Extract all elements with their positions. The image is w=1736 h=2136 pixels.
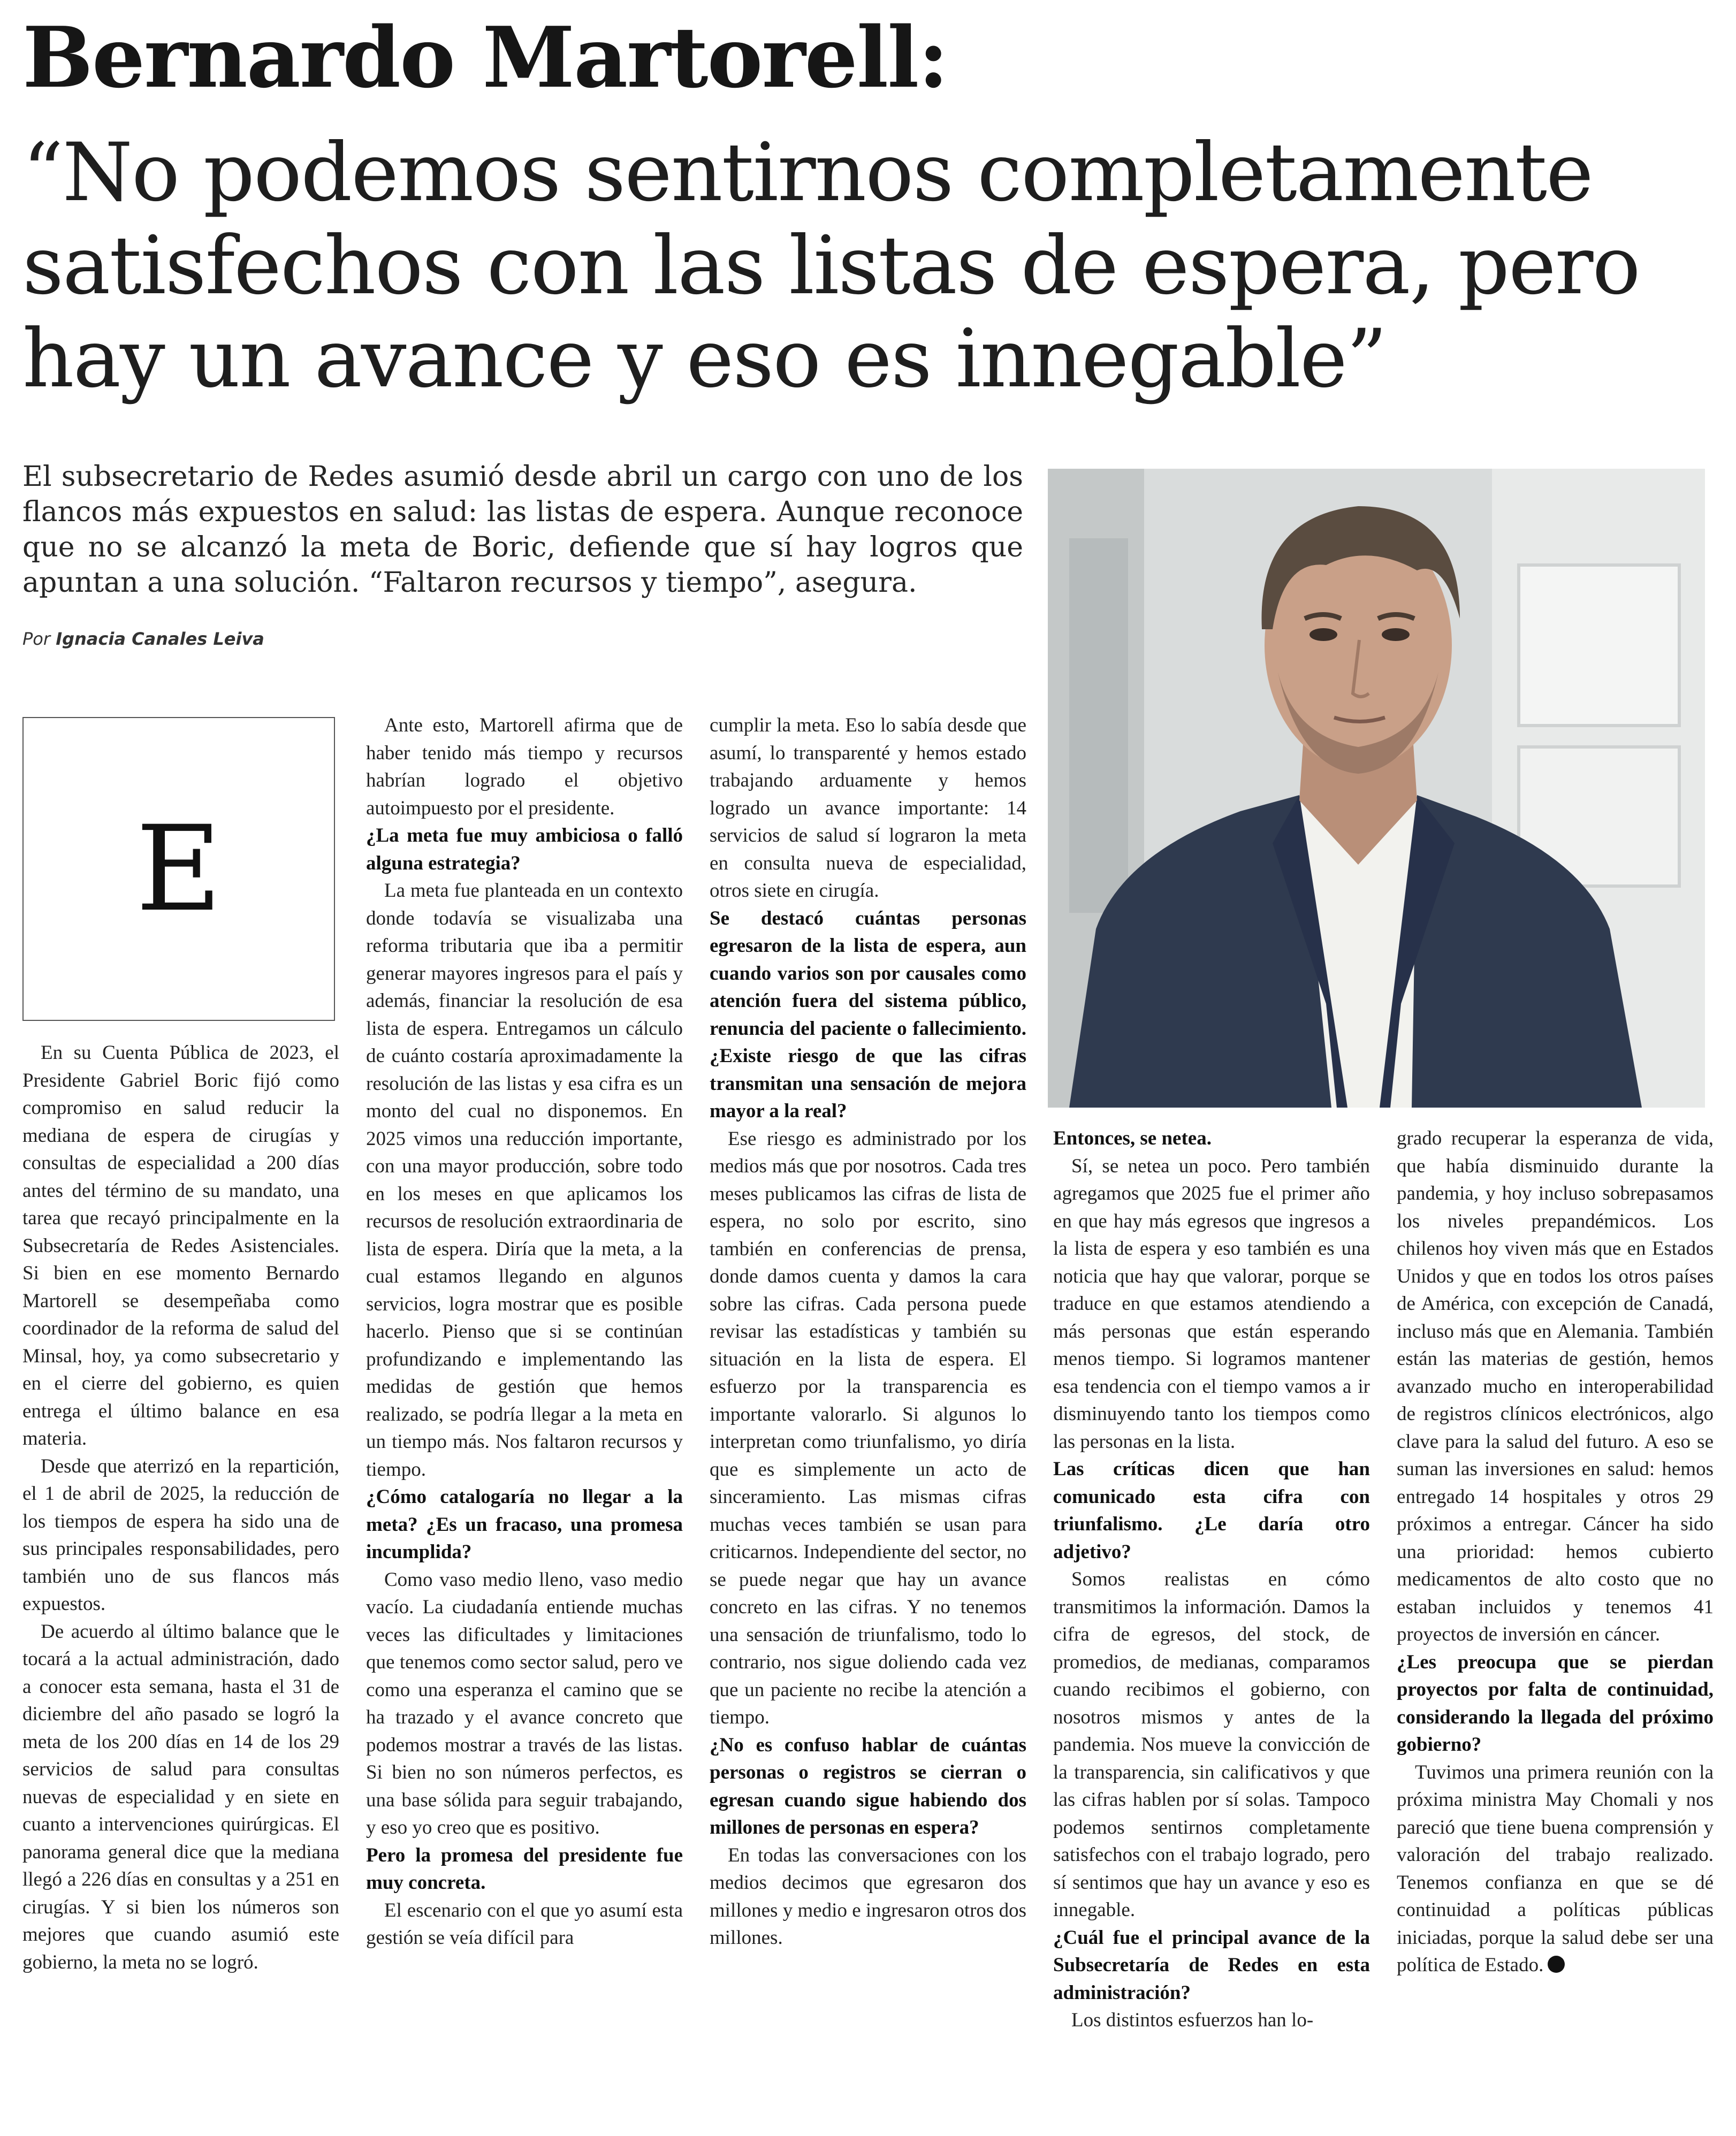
article-paragraph [22,1039,339,1453]
question-text: Las críticas dicen que han comunicado esta cifra con triunfalismo. ¿Le daría otro adjetivo? [1053,1458,1370,1563]
interview-question [366,1842,683,1897]
article-column-1 [22,1039,339,1976]
paragraph-text: cumplir la meta. Eso lo sabía desde que asumí, lo transparenté y hemos estado trabajando arduamente y hemos logrado un avance importante: 14 servicios de salud sí lograron la meta en consulta nueva de especialidad, otros siete en cirugía. [710,714,1026,902]
paragraph-text: Sí, se netea un poco. Pero también agregamos que 2025 fue el primer año en que hay más egresos que ingresos a la lista de espera y eso también es una noticia que hay que valorar, porque se traduce en que estamos atendiendo a más personas que están esperando menos tiempo. Si logramos mantener esa tendencia con el tiempo vamos a ir disminuyendo tanto los tiempos como las personas en la lista. [1053,1155,1370,1453]
article-column-3 [710,712,1026,1952]
question-text: Se destacó cuántas personas egresaron de la lista de espera, aun cuando varios son por causales como atención fuera del sistema público, renuncia del paciente o fallecimiento. ¿Existe riesgo de que las cifras transmitan una sensación de mejora mayor a la real? [710,907,1026,1122]
paragraph-text: Ante esto, Martorell afirma que de haber tenido más tiempo y recursos habrían logrado el objetivo autoimpuesto por el presidente. [366,714,683,819]
question-text: Pero la promesa del presidente fue muy concreta. [366,1844,683,1894]
paragraph-text: grado recuperar la esperanza de vida, que había disminuido durante la pandemia, y hoy incluso sobrepasamos los niveles prepandémicos. Los chilenos hoy viven más que en Estados Unidos y que en todos los otros países de América, con excepción de Canadá, incluso más que en Alemania. También están las materias de gestión, hemos avanzado mucho en interoperabilidad de registros clínicos electrónicos, algo clave para la salud del futuro. A eso se suman las inversiones en salud: hemos entregado 14 hospitales y otros 29 próximos a entregar. Cáncer ha sido una prioridad: hemos cubierto medicamentos de alto costo que no estaban incluidos y tenemos 41 proyectos de inversión en cáncer. [1397,1127,1714,1645]
byline-prefix: Por [22,629,51,649]
article-column-2 [366,712,683,1952]
drop-cap-box [22,717,335,1021]
lead-paragraph: El subsecretario de Redes asumió desde abril un cargo con uno de los flancos más expuestos en salud: las listas de espera. Aunque reconoce que no se alcanzó la meta de Boric, defiende que sí hay logros que apuntan a una solución. “Faltaron recursos y tiempo”, asegura. [22,461,1023,599]
article-paragraph [366,1566,683,1842]
article-paragraph [22,1453,339,1618]
article-paragraph [366,877,683,1483]
end-of-article-icon [1548,1956,1565,1973]
byline [22,629,264,649]
article-paragraph [710,1842,1026,1952]
drop-cap-letter: E [135,800,222,937]
article-paragraph [1053,1153,1370,1456]
article-paragraph [366,712,683,822]
article-column-5 [1397,1125,1714,1979]
article-paragraph [22,1618,339,1977]
interview-question [1053,1125,1370,1153]
article-paragraph [710,712,1026,905]
interview-question [366,822,683,877]
question-text: ¿Les preocupa que se pierdan proyectos por falta de continuidad, considerando la llegada del próximo gobierno? [1397,1651,1714,1756]
interviewee-name: Bernardo Martorell: [22,9,948,106]
interview-question [366,1483,683,1566]
paragraph-text: En su Cuenta Pública de 2023, el Presidente Gabriel Boric fijó como compromiso en salud reducir la mediana de espera de cirugías y consultas de especialidad a 200 días antes del término de su mandato, una tarea que recayó principalmente en la Subsecretaría de Redes Asistenciales. Si bien en ese momento Bernardo Martorell se desempeñaba como coordinador de la reforma de salud del Minsal, hoy, ya como subsecretario y en el cierre del gobierno, es quien entrega el último balance en esa materia. [22,1042,339,1450]
interview-question [1397,1649,1714,1759]
portrait-illustration [1048,469,1705,1108]
article-column-4 [1053,1125,1370,2034]
article-paragraph [366,1897,683,1952]
paragraph-text: La meta fue planteada en un contexto donde todavía se visualizaba una reforma tributaria que iba a permitir generar mayores ingresos para el país y además, financiar la resolución de esa lista de espera. Entregamos un cálculo de cuánto costaría aproximadamente la resolución de las listas y esa cifra es un monto del cual no disponemos. En 2025 vimos una reducción importante, con una mayor producción, sobre todo en los meses en que aplicamos los recursos de resolución extraordinaria de lista de espera. Diría que la meta, a la cual estamos llegando en algunos servicios, logra mostrar que es posible hacerlo. Pienso que si se continúan profundizando e implementando las medidas de gestión que hemos realizado, se podría llegar a la meta en un tiempo más. Nos faltaron recursos y tiempo. [366,880,683,1481]
question-text: Entonces, se netea. [1053,1127,1212,1149]
paragraph-text: Como vaso medio lleno, vaso medio vacío. La ciudadanía entiende muchas veces las dificultades y limitaciones que tenemos como sector salud, pero ve como una esperanza el camino que se ha trazado y el avance concreto que podemos mostrar a través de las listas. Si bien no son números perfectos, es una base sólida para seguir trabajando, y eso yo creo que es positivo. [366,1568,683,1839]
paragraph-text: Los distintos esfuerzos han lo- [1071,2009,1314,2031]
paragraph-text: El escenario con el que yo asumí esta gestión se veía difícil para [366,1899,683,1949]
article-paragraph [1053,2007,1370,2034]
paragraph-text: De acuerdo al último balance que le tocará a la actual administración, dado a conocer esta semana, hasta el 31 de diciembre del año pasado se logró la meta de los 200 días en 14 de los 29 servicios de salud para consultas nuevas de especialidad y en siete en cuanto a intervenciones quirúrgicas. El panorama general dice que la mediana llegó a 226 días en consultas y a 251 en cirugías. Y si bien los números son mejores que cuando asumió este gobierno, la meta no se logró. [22,1620,339,1973]
byline-author: Ignacia Canales Leiva [56,629,264,649]
interview-question [710,905,1026,1125]
article-paragraph [1397,1125,1714,1649]
interview-question [1053,1455,1370,1566]
paragraph-text: En todas las conversaciones con los medios decimos que egresaron dos millones y medio e ingresaron otros dos millones. [710,1844,1026,1949]
portrait-photo [1048,469,1705,1108]
paragraph-text: Desde que aterrizó en la repartición, el 1 de abril de 2025, la reducción de los tiempos de espera ha sido una de sus principales responsabilidades, pero también uno de sus flancos más expuestos. [22,1455,339,1615]
question-text: ¿Cuál fue el principal avance de la Subsecretaría de Redes en esta administración? [1053,1926,1370,2004]
question-text: ¿La meta fue muy ambiciosa o falló alguna estrategia? [366,825,683,874]
headline-quote: “No podemos sentirnos completamente satisfechos con las listas de espera, pero hay un avance y eso es innegable” [22,126,1640,406]
article-paragraph [710,1125,1026,1731]
article-paragraph [1397,1759,1714,1979]
question-text: ¿No es confuso hablar de cuántas personas o registros se cierran o egresan cuando sigue habiendo dos millones de personas en espera? [710,1734,1026,1839]
paragraph-text: Ese riesgo es administrado por los medios más que por nosotros. Cada tres meses publicamos las cifras de lista de espera, no solo por escrito, sino también en conferencias de prensa, donde damos cuenta y damos la cara sobre las cifras. Cada persona puede revisar las estadísticas y también su situación en la lista de espera. El esfuerzo por la transparencia es importante valorarlo. Si algunos lo interpretan como triunfalismo, yo diría que es simplemente un acto de sinceramiento. Las mismas cifras muchas veces también se usan para criticarnos. Independiente del sector, no se puede negar que hay un avance concreto en las cifras. Y no tenemos una sensación de triunfalismo, todo lo contrario, nos sigue doliendo cada vez que un paciente no recibe la atención a tiempo. [710,1127,1026,1728]
interview-question [1053,1924,1370,2007]
paragraph-text: Tuvimos una primera reunión con la próxima ministra May Chomali y nos pareció que tiene buena comprensión y valoración del trabajo realizado. Tenemos confianza en que se dé continuidad a políticas públicas iniciadas, porque la salud debe ser una política de Estado. [1397,1761,1714,1976]
article-paragraph [1053,1566,1370,1924]
interview-question [710,1731,1026,1842]
question-text: ¿Cómo catalogaría no llegar a la meta? ¿Es un fracaso, una promesa incumplida? [366,1486,683,1563]
paragraph-text: Somos realistas en cómo transmitimos la información. Damos la cifra de egresos, del stock, de promedios, de medianas, comparamos cuando recibimos el gobierno, con nosotros mismos y antes de la pandemia. Nos mueve la convicción de la transparencia, sin calificativos y que las cifras hablen por sí solas. Tampoco podemos sentirnos completamente satisfechos con el trabajo logrado, pero sí sentimos que hay un avance y eso es innegable. [1053,1568,1370,1921]
